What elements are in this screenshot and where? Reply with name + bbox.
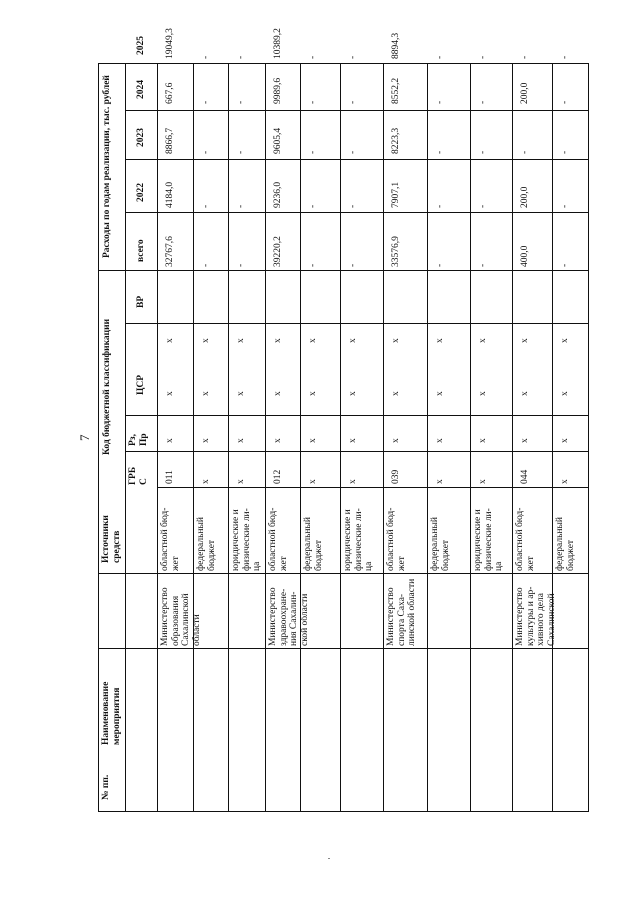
header-2023: 2023 — [136, 128, 146, 147]
value-2023: - — [478, 150, 488, 154]
header-sources: Источники средств — [101, 515, 122, 563]
header-no: № пп. — [101, 774, 111, 800]
value-2024: 667,6 — [165, 82, 175, 104]
grbs-code: х — [236, 479, 246, 484]
value-2023: - — [348, 150, 358, 154]
value-2023: - — [520, 150, 530, 154]
total-value: 32767,6 — [165, 236, 175, 267]
rzpr-code: х — [560, 438, 570, 443]
vr-code: х — [520, 338, 530, 343]
value-2023: - — [308, 150, 318, 154]
total-value: - — [478, 263, 488, 267]
grbs-code: 012 — [273, 469, 283, 484]
value-2025: - — [560, 55, 570, 59]
value-2025: 19049,3 — [165, 28, 175, 59]
scan-speck — [328, 858, 330, 859]
col-rule-csr — [125, 323, 589, 324]
value-2024: 9989,6 — [273, 77, 283, 104]
vr-code: х — [165, 338, 175, 343]
vr-code: х — [308, 338, 318, 343]
csr-code: х — [478, 391, 488, 396]
total-value: 39220,2 — [273, 236, 283, 267]
source-name: областной бюд- жет — [268, 507, 289, 571]
value-2022: - — [236, 204, 246, 208]
header-2024: 2024 — [136, 80, 146, 99]
vr-code: х — [478, 338, 488, 343]
value-2024: - — [201, 100, 211, 104]
total-value: - — [308, 263, 318, 267]
source-name: юридические и физические ли- ца — [231, 508, 262, 571]
value-2022: 9236,0 — [273, 181, 283, 208]
csr-code: х — [236, 391, 246, 396]
ministry-name: Министерство образования Сахалинской области — [160, 587, 202, 646]
grbs-code: х — [435, 479, 445, 484]
csr-code: х — [560, 391, 570, 396]
source-name: юридические и физические ли- ца — [343, 508, 374, 571]
source-name: юридические и физические ли- ца — [473, 508, 504, 571]
source-name: областной бюд- жет — [515, 507, 536, 571]
col-rule-total — [125, 212, 589, 213]
value-2022: - — [348, 204, 358, 208]
value-2022: 4184,0 — [165, 181, 175, 208]
col-rule-vr — [98, 270, 589, 271]
value-2023: - — [201, 150, 211, 154]
value-2022: - — [308, 204, 318, 208]
value-2024: 8552,2 — [391, 77, 401, 104]
csr-code: х — [308, 391, 318, 396]
rzpr-code: х — [391, 438, 401, 443]
col-rule-name — [98, 573, 589, 574]
value-2023: 9605,4 — [273, 127, 283, 154]
value-2022: 7907,1 — [391, 181, 401, 208]
rzpr-code: х — [273, 438, 283, 443]
page-number: 7 — [77, 434, 92, 441]
header-vr: ВР — [136, 295, 146, 308]
csr-code: х — [165, 391, 175, 396]
value-2022: - — [560, 204, 570, 208]
total-value: - — [560, 263, 570, 267]
data-row-rule — [265, 63, 266, 812]
value-2024: - — [348, 100, 358, 104]
source-name: федеральный бюджет — [555, 517, 576, 571]
header-budget-code: Код бюджетной классификации — [102, 318, 112, 455]
data-row-rule — [470, 63, 471, 812]
header-2025: 2025 — [136, 36, 146, 55]
value-2024: - — [308, 100, 318, 104]
total-value: 400,0 — [520, 245, 530, 267]
grbs-code: 011 — [165, 470, 175, 484]
vr-code: х — [348, 338, 358, 343]
value-2025: - — [201, 55, 211, 59]
csr-code: х — [348, 391, 358, 396]
rzpr-code: х — [165, 438, 175, 443]
grbs-code: х — [308, 479, 318, 484]
rzpr-code: х — [236, 438, 246, 443]
rzpr-code: х — [308, 438, 318, 443]
data-row-rule — [193, 63, 194, 812]
grbs-code: х — [478, 479, 488, 484]
total-value: - — [236, 263, 246, 267]
value-2025: - — [478, 55, 488, 59]
value-2023: - — [236, 150, 246, 154]
source-name: федеральный бюджет — [303, 517, 324, 571]
value-2024: - — [236, 100, 246, 104]
value-2022: - — [201, 204, 211, 208]
rzpr-code: х — [520, 438, 530, 443]
grbs-code: 039 — [391, 469, 401, 484]
header-total: всего — [136, 239, 146, 262]
header-row-rule — [125, 63, 126, 812]
value-2025: - — [236, 55, 246, 59]
data-row-rule — [383, 63, 384, 812]
col-rule-rzpr — [125, 415, 589, 416]
source-name: областной бюд- жет — [160, 507, 181, 571]
value-2025: - — [348, 55, 358, 59]
csr-code: х — [391, 391, 401, 396]
data-row-rule — [552, 63, 553, 812]
rzpr-code: х — [201, 438, 211, 443]
grbs-code: х — [560, 479, 570, 484]
grbs-code: х — [348, 479, 358, 484]
header-event-name: Наименование мероприятия — [101, 681, 122, 745]
col-rule-2022 — [125, 159, 589, 160]
value-2025: - — [308, 55, 318, 59]
vr-code: х — [273, 338, 283, 343]
col-rule-no — [98, 648, 589, 649]
rzpr-code: х — [435, 438, 445, 443]
vr-code: х — [201, 338, 211, 343]
value-2025: 8894,3 — [391, 32, 401, 59]
value-2023: - — [560, 150, 570, 154]
csr-code: х — [520, 391, 530, 396]
header-rzpr: Рз, Пр — [128, 433, 149, 446]
value-2022: - — [435, 204, 445, 208]
value-2025: - — [520, 55, 530, 59]
col-rule-grbs — [125, 451, 589, 452]
total-value: 33576,9 — [391, 236, 401, 267]
col-rule-2024 — [125, 63, 589, 64]
vr-code: х — [236, 338, 246, 343]
csr-code: х — [201, 391, 211, 396]
vr-code: х — [435, 338, 445, 343]
total-value: - — [201, 263, 211, 267]
value-2024: - — [435, 100, 445, 104]
total-value: - — [348, 263, 358, 267]
grbs-code: х — [201, 479, 211, 484]
source-name: федеральный бюджет — [196, 517, 217, 571]
value-2024: - — [478, 100, 488, 104]
data-row-rule — [340, 63, 341, 812]
data-row-rule — [300, 63, 301, 812]
col-rule-2023 — [125, 110, 589, 111]
header-csr: ЦСР — [136, 374, 146, 395]
ministry-name: Министерство здравоохране- ния Сахалин- ской области — [268, 587, 310, 646]
rzpr-code: х — [348, 438, 358, 443]
data-row-rule — [427, 63, 428, 812]
header-expenses: Расходы по годам реализации, тыс. рублей — [102, 75, 112, 258]
source-name: федеральный бюджет — [430, 517, 451, 571]
value-2025: 10389,2 — [273, 28, 283, 59]
data-row-rule — [512, 63, 513, 812]
ministry-name: Министерство спорта Саха- линской области — [386, 578, 417, 646]
value-2023: - — [435, 150, 445, 154]
csr-code: х — [273, 391, 283, 396]
header-body-rule — [157, 63, 158, 812]
source-name: областной бюд- жет — [386, 507, 407, 571]
value-2023: 8223,3 — [391, 127, 401, 154]
rzpr-code: х — [478, 438, 488, 443]
value-2024: 200,0 — [520, 82, 530, 104]
ministry-name: Министерство культуры и ар- хивного дела Сахалинской — [515, 586, 557, 646]
value-2023: 8866,7 — [165, 127, 175, 154]
vr-code: х — [391, 338, 401, 343]
total-value: - — [435, 263, 445, 267]
header-2022: 2022 — [136, 183, 146, 202]
csr-code: х — [435, 391, 445, 396]
value-2022: - — [478, 204, 488, 208]
data-row-rule — [228, 63, 229, 812]
grbs-code: 044 — [520, 469, 530, 484]
col-rule-source — [157, 487, 589, 488]
header-grbs: ГРБ С — [128, 466, 149, 485]
value-2025: - — [435, 55, 445, 59]
value-2024: - — [560, 100, 570, 104]
value-2022: 200,0 — [520, 186, 530, 208]
vr-code: х — [560, 338, 570, 343]
